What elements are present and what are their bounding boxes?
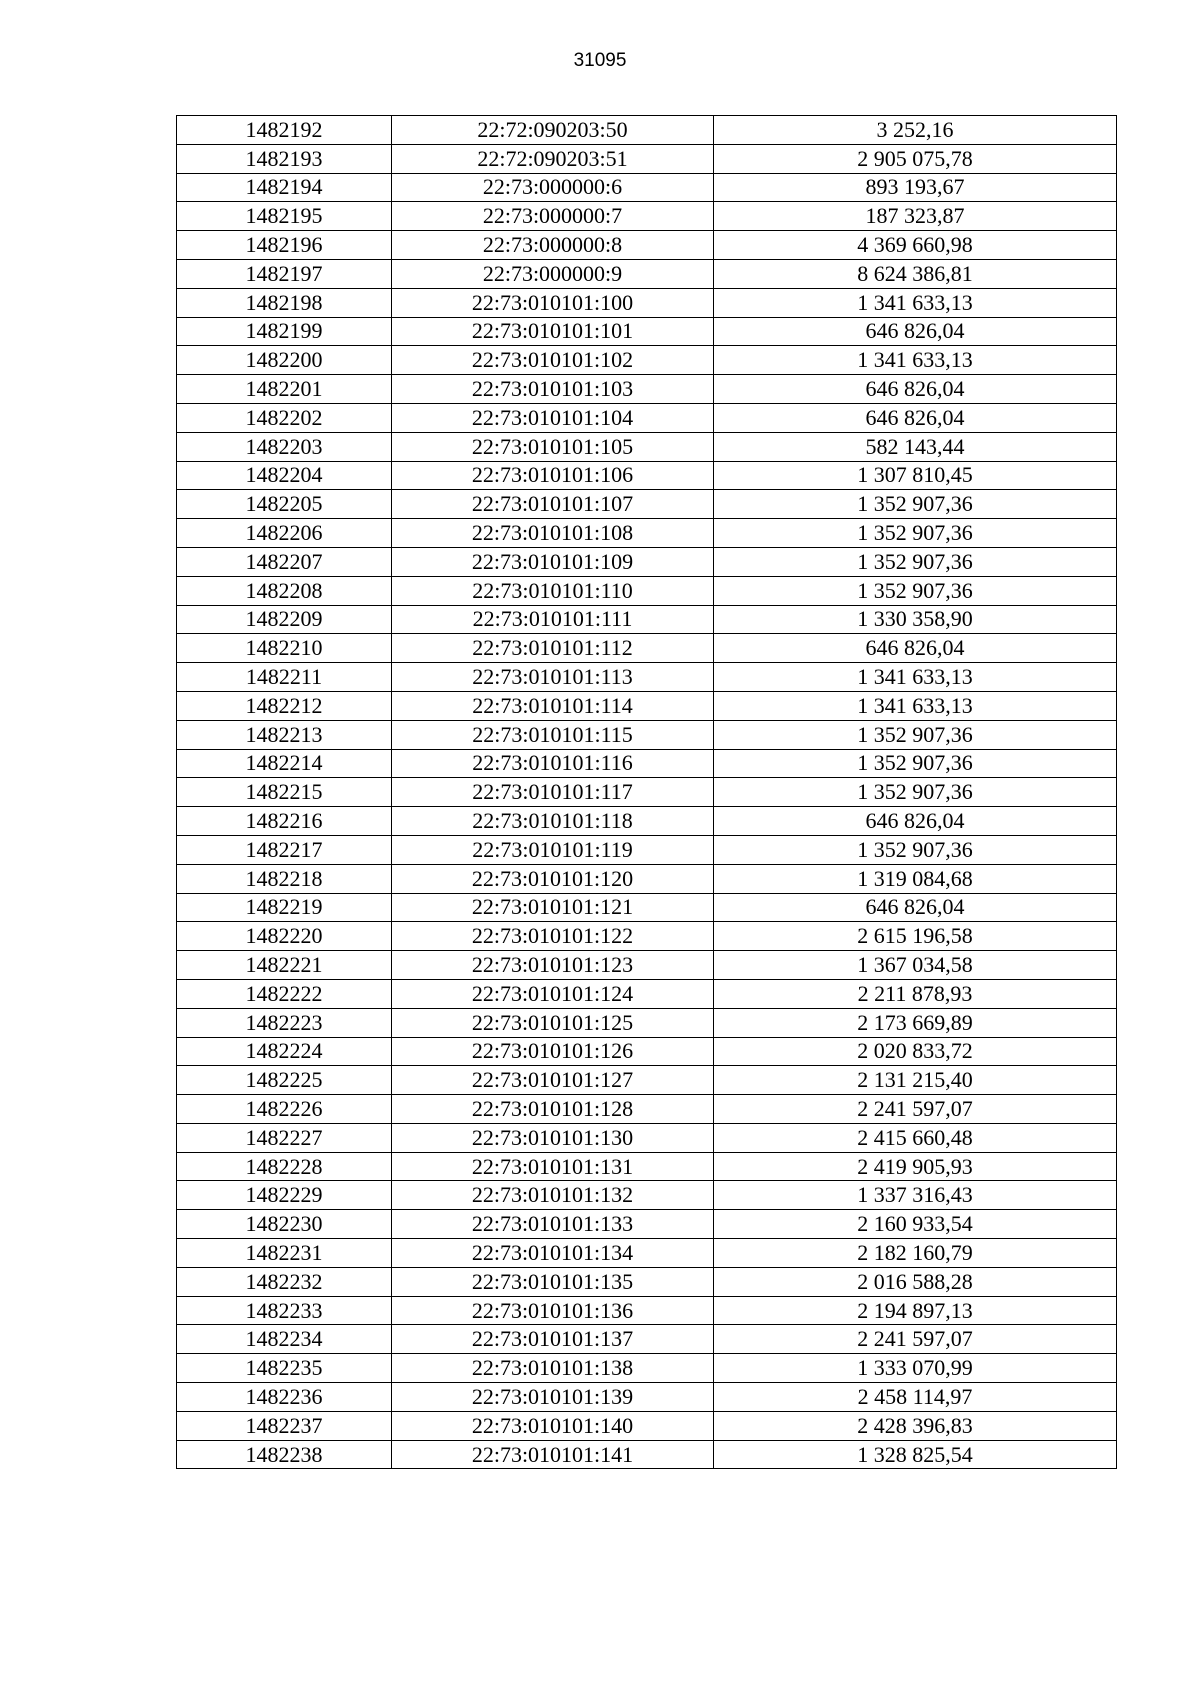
row-number-cell: 1482219 <box>177 893 392 922</box>
table-row <box>177 1354 1117 1383</box>
row-number-cell: 1482204 <box>177 461 392 490</box>
cadastral-value-cell: 893 193,67 <box>714 173 1117 202</box>
row-number-cell: 1482224 <box>177 1037 392 1066</box>
row-number-cell: 1482201 <box>177 375 392 404</box>
cadastral-number-cell: 22:73:010101:110 <box>392 576 714 605</box>
table-row <box>177 1440 1117 1469</box>
table-row <box>177 1383 1117 1412</box>
table-row <box>177 116 1117 145</box>
table-row <box>177 1267 1117 1296</box>
cadastral-value-cell: 2 160 933,54 <box>714 1210 1117 1239</box>
cadastral-number-cell: 22:73:010101:113 <box>392 663 714 692</box>
cadastral-number-cell: 22:73:010101:117 <box>392 778 714 807</box>
row-number-cell: 1482205 <box>177 490 392 519</box>
cadastral-number-cell: 22:73:010101:121 <box>392 893 714 922</box>
cadastral-number-cell: 22:73:000000:7 <box>392 202 714 231</box>
cadastral-number-cell: 22:73:010101:108 <box>392 519 714 548</box>
cadastral-number-cell: 22:73:010101:115 <box>392 720 714 749</box>
table-row <box>177 749 1117 778</box>
table-row <box>177 778 1117 807</box>
cadastral-number-cell: 22:73:010101:131 <box>392 1152 714 1181</box>
cadastral-value-cell: 1 352 907,36 <box>714 519 1117 548</box>
row-number-cell: 1482211 <box>177 663 392 692</box>
cadastral-number-cell: 22:73:010101:138 <box>392 1354 714 1383</box>
cadastral-value-cell: 2 020 833,72 <box>714 1037 1117 1066</box>
cadastral-number-cell: 22:73:010101:104 <box>392 403 714 432</box>
cadastral-number-cell: 22:73:010101:132 <box>392 1181 714 1210</box>
cadastral-value-cell: 2 182 160,79 <box>714 1239 1117 1268</box>
table-row <box>177 317 1117 346</box>
cadastral-value-cell: 1 341 633,13 <box>714 691 1117 720</box>
cadastral-value-cell: 1 352 907,36 <box>714 749 1117 778</box>
cadastral-number-cell: 22:73:010101:116 <box>392 749 714 778</box>
cadastral-value-cell: 2 241 597,07 <box>714 1325 1117 1354</box>
cadastral-number-cell: 22:73:010101:123 <box>392 951 714 980</box>
cadastral-value-cell: 3 252,16 <box>714 116 1117 145</box>
table-row <box>177 1296 1117 1325</box>
cadastral-value-cell: 8 624 386,81 <box>714 259 1117 288</box>
cadastral-value-cell: 1 352 907,36 <box>714 720 1117 749</box>
table-row <box>177 691 1117 720</box>
cadastral-number-cell: 22:73:010101:111 <box>392 605 714 634</box>
cadastral-number-cell: 22:73:010101:102 <box>392 346 714 375</box>
row-number-cell: 1482197 <box>177 259 392 288</box>
cadastral-number-cell: 22:73:010101:127 <box>392 1066 714 1095</box>
cadastral-value-cell: 2 415 660,48 <box>714 1123 1117 1152</box>
cadastral-value-cell: 2 905 075,78 <box>714 144 1117 173</box>
cadastral-number-cell: 22:73:000000:6 <box>392 173 714 202</box>
row-number-cell: 1482229 <box>177 1181 392 1210</box>
cadastral-number-cell: 22:73:000000:9 <box>392 259 714 288</box>
table-row <box>177 519 1117 548</box>
row-number-cell: 1482227 <box>177 1123 392 1152</box>
cadastral-number-cell: 22:73:010101:140 <box>392 1411 714 1440</box>
row-number-cell: 1482214 <box>177 749 392 778</box>
table-row <box>177 951 1117 980</box>
cadastral-number-cell: 22:73:010101:130 <box>392 1123 714 1152</box>
table-row <box>177 1095 1117 1124</box>
table-row <box>177 634 1117 663</box>
table-row <box>177 864 1117 893</box>
cadastral-value-cell: 646 826,04 <box>714 807 1117 836</box>
cadastral-value-cell: 646 826,04 <box>714 893 1117 922</box>
table-row <box>177 288 1117 317</box>
cadastral-value-cell: 646 826,04 <box>714 317 1117 346</box>
table-row <box>177 720 1117 749</box>
cadastral-number-cell: 22:73:010101:133 <box>392 1210 714 1239</box>
cadastral-value-cell: 1 352 907,36 <box>714 547 1117 576</box>
cadastral-number-cell: 22:73:010101:119 <box>392 835 714 864</box>
cadastral-number-cell: 22:73:010101:101 <box>392 317 714 346</box>
row-number-cell: 1482238 <box>177 1440 392 1469</box>
cadastral-value-cell: 1 367 034,58 <box>714 951 1117 980</box>
cadastral-value-cell: 1 352 907,36 <box>714 835 1117 864</box>
cadastral-value-table <box>176 115 1117 1469</box>
table-row <box>177 490 1117 519</box>
row-number-cell: 1482231 <box>177 1239 392 1268</box>
row-number-cell: 1482192 <box>177 116 392 145</box>
cadastral-number-cell: 22:73:010101:114 <box>392 691 714 720</box>
cadastral-value-cell: 2 211 878,93 <box>714 979 1117 1008</box>
cadastral-number-cell: 22:73:010101:124 <box>392 979 714 1008</box>
cadastral-value-cell: 582 143,44 <box>714 432 1117 461</box>
cadastral-value-cell: 2 419 905,93 <box>714 1152 1117 1181</box>
cadastral-number-cell: 22:73:010101:112 <box>392 634 714 663</box>
row-number-cell: 1482230 <box>177 1210 392 1239</box>
row-number-cell: 1482215 <box>177 778 392 807</box>
cadastral-number-cell: 22:73:010101:141 <box>392 1440 714 1469</box>
page-number: 31095 <box>573 50 627 71</box>
table-row <box>177 202 1117 231</box>
cadastral-value-cell: 2 194 897,13 <box>714 1296 1117 1325</box>
row-number-cell: 1482203 <box>177 432 392 461</box>
cadastral-value-table-container <box>176 115 1116 1469</box>
row-number-cell: 1482206 <box>177 519 392 548</box>
table-row <box>177 1210 1117 1239</box>
row-number-cell: 1482226 <box>177 1095 392 1124</box>
row-number-cell: 1482194 <box>177 173 392 202</box>
table-row <box>177 1152 1117 1181</box>
row-number-cell: 1482217 <box>177 835 392 864</box>
cadastral-value-cell: 187 323,87 <box>714 202 1117 231</box>
table-row <box>177 1325 1117 1354</box>
cadastral-number-cell: 22:73:010101:126 <box>392 1037 714 1066</box>
row-number-cell: 1482236 <box>177 1383 392 1412</box>
row-number-cell: 1482193 <box>177 144 392 173</box>
cadastral-number-cell: 22:73:010101:100 <box>392 288 714 317</box>
table-row <box>177 173 1117 202</box>
table-row <box>177 663 1117 692</box>
row-number-cell: 1482208 <box>177 576 392 605</box>
table-row <box>177 922 1117 951</box>
cadastral-number-cell: 22:72:090203:50 <box>392 116 714 145</box>
row-number-cell: 1482200 <box>177 346 392 375</box>
cadastral-value-cell: 646 826,04 <box>714 403 1117 432</box>
cadastral-value-cell: 1 341 633,13 <box>714 663 1117 692</box>
cadastral-value-cell: 1 341 633,13 <box>714 288 1117 317</box>
table-row <box>177 432 1117 461</box>
cadastral-number-cell: 22:73:000000:8 <box>392 231 714 260</box>
cadastral-value-cell: 646 826,04 <box>714 375 1117 404</box>
cadastral-number-cell: 22:73:010101:107 <box>392 490 714 519</box>
cadastral-number-cell: 22:73:010101:106 <box>392 461 714 490</box>
row-number-cell: 1482221 <box>177 951 392 980</box>
cadastral-number-cell: 22:73:010101:139 <box>392 1383 714 1412</box>
row-number-cell: 1482216 <box>177 807 392 836</box>
table-row <box>177 346 1117 375</box>
cadastral-number-cell: 22:73:010101:125 <box>392 1008 714 1037</box>
row-number-cell: 1482233 <box>177 1296 392 1325</box>
table-row <box>177 231 1117 260</box>
table-row <box>177 1239 1117 1268</box>
cadastral-value-cell: 4 369 660,98 <box>714 231 1117 260</box>
row-number-cell: 1482198 <box>177 288 392 317</box>
row-number-cell: 1482223 <box>177 1008 392 1037</box>
cadastral-value-cell: 2 173 669,89 <box>714 1008 1117 1037</box>
table-row <box>177 259 1117 288</box>
row-number-cell: 1482195 <box>177 202 392 231</box>
cadastral-number-cell: 22:73:010101:128 <box>392 1095 714 1124</box>
row-number-cell: 1482213 <box>177 720 392 749</box>
cadastral-value-cell: 1 330 358,90 <box>714 605 1117 634</box>
cadastral-value-cell: 1 328 825,54 <box>714 1440 1117 1469</box>
cadastral-number-cell: 22:73:010101:103 <box>392 375 714 404</box>
row-number-cell: 1482218 <box>177 864 392 893</box>
table-row <box>177 1037 1117 1066</box>
cadastral-value-cell: 1 333 070,99 <box>714 1354 1117 1383</box>
cadastral-value-cell: 1 307 810,45 <box>714 461 1117 490</box>
row-number-cell: 1482232 <box>177 1267 392 1296</box>
cadastral-number-cell: 22:73:010101:109 <box>392 547 714 576</box>
row-number-cell: 1482212 <box>177 691 392 720</box>
cadastral-number-cell: 22:72:090203:51 <box>392 144 714 173</box>
table-row <box>177 144 1117 173</box>
table-body <box>177 116 1117 1469</box>
row-number-cell: 1482237 <box>177 1411 392 1440</box>
table-row <box>177 403 1117 432</box>
table-row <box>177 1066 1117 1095</box>
cadastral-value-cell: 2 458 114,97 <box>714 1383 1117 1412</box>
table-row <box>177 893 1117 922</box>
table-row <box>177 547 1117 576</box>
cadastral-number-cell: 22:73:010101:134 <box>392 1239 714 1268</box>
cadastral-value-cell: 1 319 084,68 <box>714 864 1117 893</box>
row-number-cell: 1482196 <box>177 231 392 260</box>
table-row <box>177 807 1117 836</box>
cadastral-value-cell: 1 352 907,36 <box>714 778 1117 807</box>
table-row <box>177 461 1117 490</box>
table-row <box>177 1123 1117 1152</box>
cadastral-number-cell: 22:73:010101:136 <box>392 1296 714 1325</box>
cadastral-value-cell: 1 337 316,43 <box>714 1181 1117 1210</box>
row-number-cell: 1482222 <box>177 979 392 1008</box>
table-row <box>177 1411 1117 1440</box>
row-number-cell: 1482228 <box>177 1152 392 1181</box>
row-number-cell: 1482207 <box>177 547 392 576</box>
cadastral-value-cell: 1 352 907,36 <box>714 576 1117 605</box>
cadastral-number-cell: 22:73:010101:120 <box>392 864 714 893</box>
row-number-cell: 1482225 <box>177 1066 392 1095</box>
cadastral-number-cell: 22:73:010101:122 <box>392 922 714 951</box>
row-number-cell: 1482199 <box>177 317 392 346</box>
cadastral-value-cell: 1 341 633,13 <box>714 346 1117 375</box>
table-row <box>177 979 1117 1008</box>
row-number-cell: 1482235 <box>177 1354 392 1383</box>
cadastral-value-cell: 2 615 196,58 <box>714 922 1117 951</box>
cadastral-value-cell: 2 428 396,83 <box>714 1411 1117 1440</box>
cadastral-number-cell: 22:73:010101:135 <box>392 1267 714 1296</box>
table-row <box>177 576 1117 605</box>
cadastral-number-cell: 22:73:010101:105 <box>392 432 714 461</box>
table-row <box>177 375 1117 404</box>
row-number-cell: 1482234 <box>177 1325 392 1354</box>
table-row <box>177 835 1117 864</box>
cadastral-value-cell: 2 131 215,40 <box>714 1066 1117 1095</box>
cadastral-value-cell: 2 241 597,07 <box>714 1095 1117 1124</box>
table-row <box>177 1181 1117 1210</box>
row-number-cell: 1482209 <box>177 605 392 634</box>
cadastral-number-cell: 22:73:010101:118 <box>392 807 714 836</box>
table-row <box>177 605 1117 634</box>
row-number-cell: 1482220 <box>177 922 392 951</box>
row-number-cell: 1482202 <box>177 403 392 432</box>
cadastral-value-cell: 2 016 588,28 <box>714 1267 1117 1296</box>
cadastral-number-cell: 22:73:010101:137 <box>392 1325 714 1354</box>
row-number-cell: 1482210 <box>177 634 392 663</box>
table-row <box>177 1008 1117 1037</box>
cadastral-value-cell: 646 826,04 <box>714 634 1117 663</box>
cadastral-value-cell: 1 352 907,36 <box>714 490 1117 519</box>
